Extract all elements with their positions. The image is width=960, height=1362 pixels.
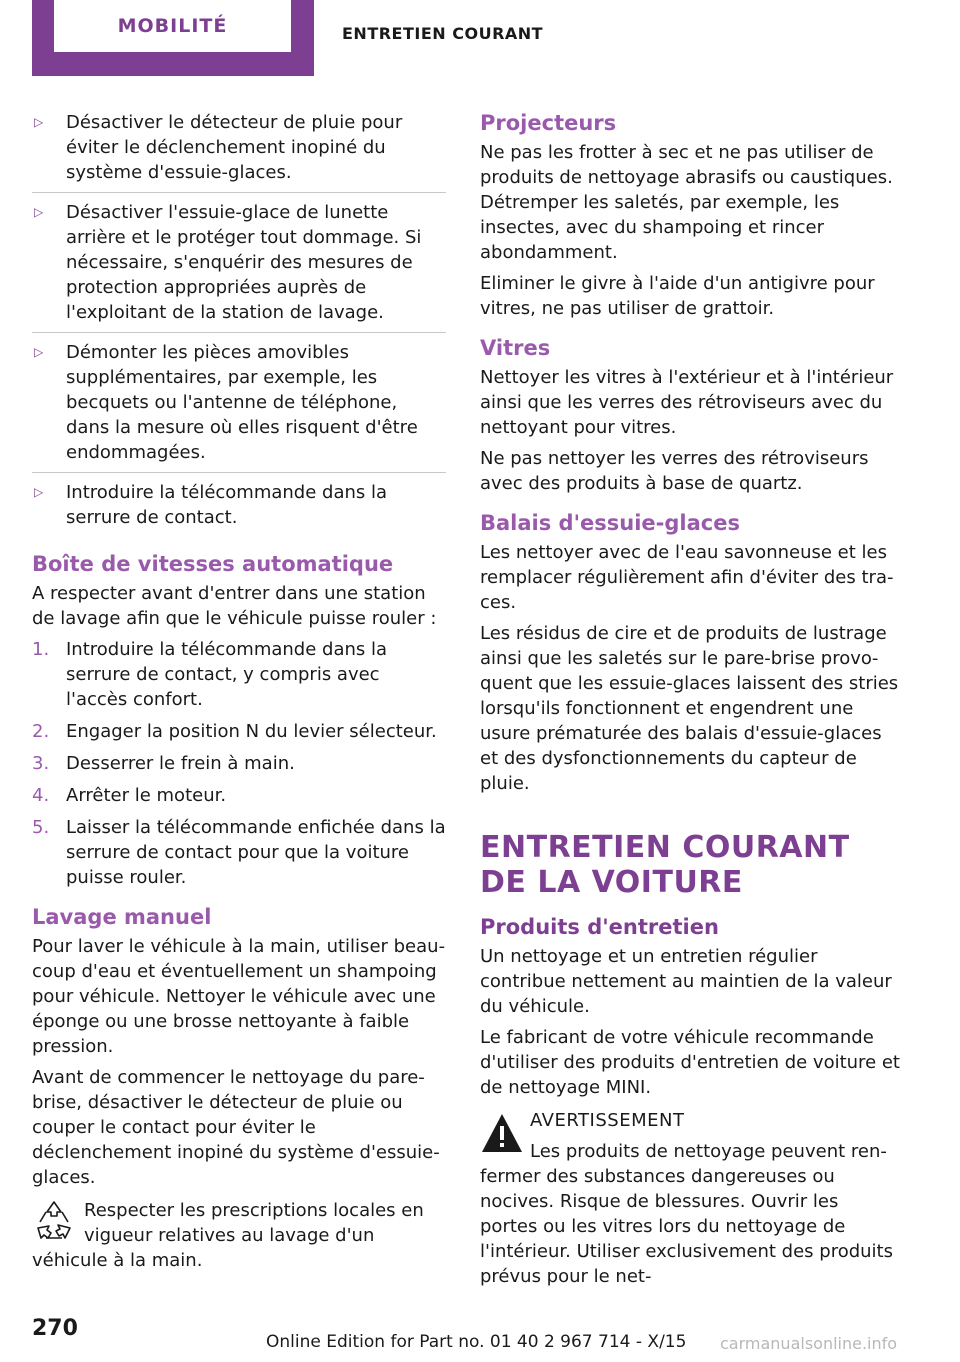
edition-footer: Online Edition for Part no. 01 40 2 967 714 - X/15 [266,1332,687,1352]
manual-wash-para-1: Pour laver le véhicule à la main, utiliser beaucoup d'eau et éventuellement un shampoing pour véhicule. Nettoyer le véhicule avec une éponge ou une brosse nettoyante à faible pression. [32,936,446,1057]
windows-heading: Vitres [480,336,551,360]
bullet-triangle-icon: ▷ [34,345,44,359]
warning-text: Les produits de nettoyage peuvent renfermer des substances dangereuses ou nocives. Risque de blessures. Ouvrir les portes ou les vitres lors du nettoyage de l'intérieur. Utiliser exclusivement des produits prévus pour le net- [480,1141,893,1287]
manual-wash-heading: Lavage manuel [32,905,212,929]
warning-box [480,1108,900,1289]
chapter-tab-label: MOBILITÉ [54,0,291,52]
wiper-blades-heading: Balais d'essuie-glaces [480,511,740,535]
auto-gearbox-steps [32,637,446,890]
list-item: 1. Introduire la télécommande dans la serrure de contact, y compris avec l'accès confort. [32,639,388,710]
manual-wash-para-2: Avant de commencer le nettoyage du pare-brise, désactiver le détecteur de pluie ou couper le contact pour éviter le déclenchement inopiné du système d'essuie-glaces. [32,1067,440,1188]
wiper-blades-para-2: Les résidus de cire et de produits de lustrage ainsi que les saletés sur le pare-brise provoquent que les essuie-glaces laissent des stries lorsqu'ils fonctionnent et engendrent une usure prématurée des balais d'essuie-glaces et des dysfonctionnements du capteur de pluie. [480,623,899,794]
care-products-para-1: Un nettoyage et un entretien régulier contribue nettement au maintien de la valeur du véhicule. [480,946,892,1017]
section-title: ENTRETIEN COURANT [342,24,544,43]
projectors-heading: Projecteurs [480,111,617,135]
bullet-triangle-icon: ▷ [34,115,44,129]
windows-para-1: Nettoyer les vitres à l'extérieur et à l'intérieur ainsi que les verres des rétroviseurs avec du nettoyant pour vitres. [480,367,894,438]
left-column [32,110,446,1273]
windows-para-2: Ne pas nettoyer les verres des rétroviseurs avec des produits à base de quartz. [480,448,869,494]
list-item: 2. Engager la position N du levier sélecteur. [32,721,437,742]
list-item: ▷ Démonter les pièces amovibles supplémentaires, par exemple, les becquets ou l'antenne de téléphone, dans la mesure où elles risquent d'être endommagées. [32,340,446,473]
list-item: ▷ Désactiver l'essuie-glace de lunette arrière et le protéger tout dommage. Si nécessaire, s'enquérir des mesures de protection appropriées auprès de l'exploitant de la station de lavage. [32,200,446,333]
warning-triangle-icon [480,1112,524,1154]
care-products-para-2: Le fabricant de votre véhicule recommande d'utiliser des produits d'entretien de voiture et de nettoyage MINI. [480,1027,900,1098]
wash-prep-list [32,110,446,537]
bullet-triangle-icon: ▷ [34,485,44,499]
auto-gearbox-heading: Boîte de vitesses automatique [32,552,394,576]
bullet-triangle-icon: ▷ [34,205,44,219]
page-number: 270 [32,1316,78,1341]
recycle-icon [32,1198,76,1242]
site-watermark: carmanualsonline.info [720,1334,898,1353]
list-item: ▷ Introduire la télécommande dans la serrure de contact. [34,482,388,528]
warning-title: AVERTISSEMENT [530,1110,685,1131]
auto-gearbox-intro: A respecter avant d'entrer dans une station de lavage afin que le véhicule puisse rouler : [32,583,437,629]
eco-note-text: Respecter les prescriptions locales en vigueur relatives au lavage d'un véhicule à la main. [32,1200,424,1271]
list-item: 4. Arrêter le moteur. [32,785,227,806]
projectors-para-2: Eliminer le givre à l'aide d'un antigivre pour vitres, ne pas utiliser de grattoir. [480,273,875,319]
projectors-para-1: Ne pas les frotter à sec et ne pas utiliser de produits de nettoyage abrasifs ou caustiques. Détremper les saletés, par exemple, les insectes, avec du shampoing et rincer abondamment. [480,142,893,263]
chapter-tab [32,0,314,76]
list-item: ▷ Désactiver le détecteur de pluie pour éviter le déclenchement inopiné du système d'essuie-glaces. [32,110,446,193]
wiper-blades-para-1: Les nettoyer avec de l'eau savonneuse et les remplacer régulièrement afin d'éviter des traces. [480,542,894,613]
eco-note [32,1198,446,1273]
care-products-heading: Produits d'entretien [480,915,719,939]
right-column [480,110,900,1289]
list-item: 5. Laisser la télécommande enfichée dans la serrure de contact pour que la voiture puisse rouler. [32,817,446,888]
car-care-heading: ENTRETIEN COURANT DE LA VOITURE [480,830,850,900]
list-item: 3. Desserrer le frein à main. [32,753,295,774]
